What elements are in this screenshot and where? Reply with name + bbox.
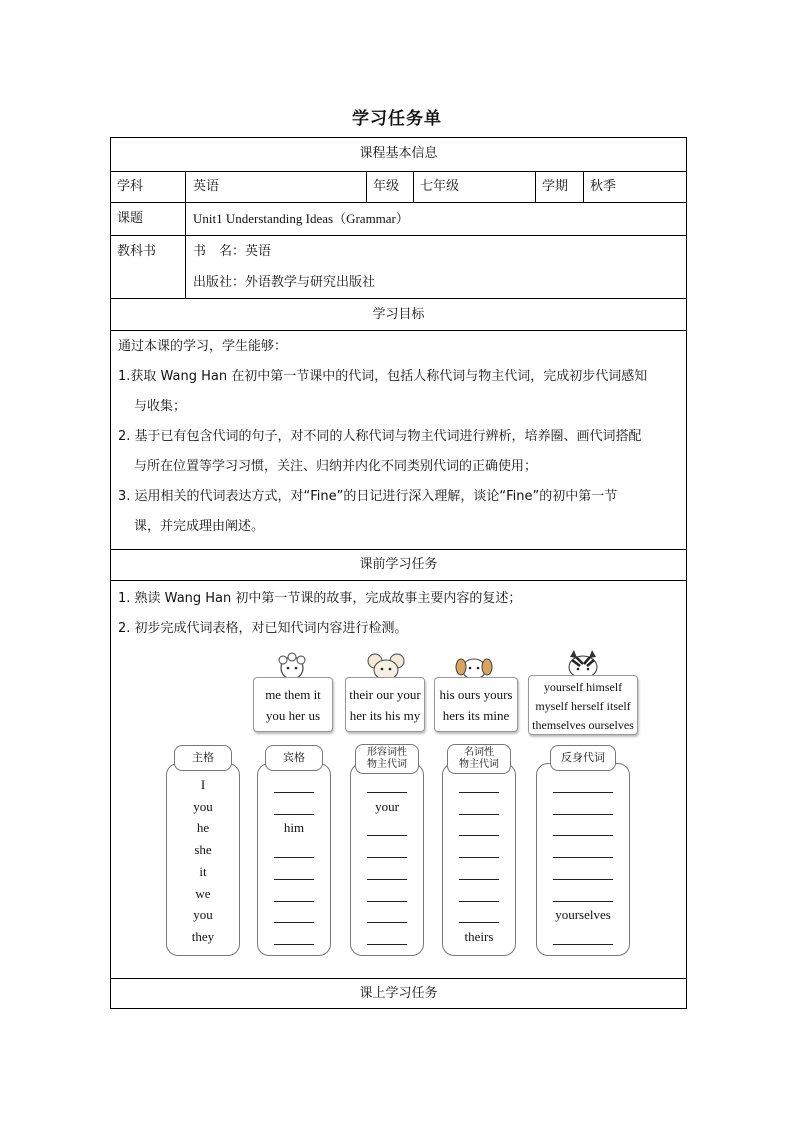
rule bbox=[110, 580, 687, 581]
answer-blank[interactable] bbox=[274, 792, 314, 793]
answer-blank[interactable] bbox=[367, 835, 407, 836]
subject-word: we bbox=[195, 885, 211, 901]
word-card-line: themselves ourselves bbox=[532, 718, 634, 732]
answer-blank[interactable] bbox=[274, 944, 314, 945]
answer-blank[interactable] bbox=[553, 814, 613, 815]
word-card-line: yourself himself bbox=[543, 680, 623, 694]
term-value: 秋季 bbox=[590, 179, 617, 194]
goal-2: 2. 基于已有包含代词的句子，对不同的人称代词与物主代词进行辨析，培养圈、画代词搭配 bbox=[118, 429, 642, 444]
word-card-line: you her us bbox=[265, 708, 321, 723]
answer-blank[interactable] bbox=[553, 857, 613, 858]
word-card-2 bbox=[345, 677, 425, 732]
answer-blank[interactable] bbox=[274, 922, 314, 923]
section-pre-tasks: 课前学习任务 bbox=[359, 557, 438, 572]
rule bbox=[110, 202, 687, 203]
header-text: 宾格 bbox=[283, 751, 305, 764]
pre-task-2: 2. 初步完成代词表格，对已知代词内容进行检测。 bbox=[118, 621, 408, 636]
pre-task-1: 1. 熟读 Wang Han 初中第一节课的故事，完成故事主要内容的复述； bbox=[118, 591, 522, 606]
noun-poss-word: theirs bbox=[464, 928, 494, 944]
header-text: 主格 bbox=[192, 751, 214, 764]
book-publisher: 出版社：外语教学与研究出版社 bbox=[193, 275, 376, 290]
subject-label: 学科 bbox=[117, 179, 144, 194]
answer-blank[interactable] bbox=[459, 814, 499, 815]
answer-blank[interactable] bbox=[553, 835, 613, 836]
goals-block bbox=[118, 332, 680, 542]
answer-blank[interactable] bbox=[459, 857, 499, 858]
answer-blank[interactable] bbox=[553, 901, 613, 902]
goal-1: 1.获取 Wang Han 在初中第一节课中的代词，包括人称代词与物主代词，完成初步代词感知 bbox=[118, 369, 648, 384]
rule bbox=[413, 171, 414, 202]
goals-intro: 通过本课的学习，学生能够： bbox=[118, 339, 288, 354]
rule bbox=[583, 171, 584, 202]
object-word: him bbox=[283, 820, 305, 836]
book-name: 书 名：英语 bbox=[193, 244, 272, 259]
answer-blank[interactable] bbox=[459, 879, 499, 880]
answer-blank[interactable] bbox=[553, 792, 613, 793]
grade-value: 七年级 bbox=[420, 179, 460, 194]
page-title: 学习任务单 bbox=[352, 109, 442, 129]
rule bbox=[110, 298, 687, 299]
answer-blank[interactable] bbox=[274, 814, 314, 815]
answer-blank[interactable] bbox=[459, 922, 499, 923]
goal-1-cont: 与收集； bbox=[134, 399, 187, 414]
word-card-line: their our your bbox=[349, 687, 421, 702]
goal-2-cont: 与所在位置等学习习惯，关注、归纳并内化不同类别代词的正确使用； bbox=[134, 459, 538, 474]
word-card-line: her its his my bbox=[349, 708, 421, 723]
word-card-line: myself herself itself bbox=[535, 699, 631, 713]
word-card-line: hers its mine bbox=[442, 708, 510, 723]
subject-word: you bbox=[193, 907, 213, 923]
answer-blank[interactable] bbox=[459, 792, 499, 793]
answer-blank[interactable] bbox=[274, 879, 314, 880]
answer-blank[interactable] bbox=[367, 879, 407, 880]
subject-value: 英语 bbox=[193, 179, 220, 194]
subject-word: he bbox=[196, 820, 210, 836]
adj-possessive-header bbox=[355, 744, 419, 774]
subject-word: I bbox=[200, 777, 206, 792]
term-label: 学期 bbox=[542, 179, 569, 194]
rule bbox=[366, 171, 367, 202]
subject-word: she bbox=[194, 842, 212, 858]
topic-value: Unit1 Understanding Ideas（Grammar） bbox=[193, 211, 409, 226]
object-header bbox=[265, 745, 323, 771]
goal-3: 3. 运用相关的代词表达方式，对“Fine”的日记进行深入理解，谈论“Fine”的初中第一节 bbox=[118, 489, 618, 504]
rule bbox=[110, 235, 687, 236]
word-card-3 bbox=[434, 677, 518, 732]
answer-blank[interactable] bbox=[367, 922, 407, 923]
subject-header bbox=[174, 745, 232, 771]
word-card-line: me them it bbox=[265, 687, 321, 702]
answer-blank[interactable] bbox=[274, 901, 314, 902]
rule bbox=[110, 330, 687, 331]
header-text: 形容词性 bbox=[367, 747, 407, 758]
answer-blank[interactable] bbox=[459, 901, 499, 902]
header-text: 名词性 bbox=[464, 747, 494, 758]
grade-label: 年级 bbox=[373, 179, 400, 194]
subject-word: they bbox=[191, 928, 215, 944]
reflexive-word: yourselves bbox=[555, 907, 611, 923]
section-in-class-tasks: 课上学习任务 bbox=[359, 986, 438, 1001]
word-card-4 bbox=[528, 675, 638, 735]
answer-blank[interactable] bbox=[367, 792, 407, 793]
answer-blank[interactable] bbox=[274, 857, 314, 858]
answer-blank[interactable] bbox=[367, 944, 407, 945]
answer-blank[interactable] bbox=[553, 879, 613, 880]
answer-blank[interactable] bbox=[459, 835, 499, 836]
header-text: 反身代词 bbox=[561, 751, 605, 764]
header-text: 物主代词 bbox=[459, 759, 499, 770]
rule bbox=[535, 171, 536, 202]
rule bbox=[185, 171, 186, 298]
topic-label: 课题 bbox=[117, 211, 144, 226]
book-label: 教科书 bbox=[117, 244, 157, 259]
rule bbox=[110, 171, 687, 172]
rule bbox=[110, 549, 687, 550]
word-card-1 bbox=[253, 677, 333, 732]
answer-blank[interactable] bbox=[367, 857, 407, 858]
subject-word: you bbox=[193, 798, 213, 814]
section-basic-info: 课程基本信息 bbox=[359, 146, 438, 161]
pre-tasks-block bbox=[118, 584, 680, 644]
subject-word: it bbox=[199, 863, 207, 879]
adj-poss-word: your bbox=[375, 798, 399, 814]
rule bbox=[110, 978, 687, 979]
word-card-line: his ours yours bbox=[439, 687, 513, 702]
header-text: 物主代词 bbox=[367, 759, 407, 770]
reflexive-header bbox=[550, 745, 616, 771]
section-goals: 学习目标 bbox=[372, 307, 425, 322]
noun-possessive-header bbox=[447, 744, 511, 774]
answer-blank[interactable] bbox=[367, 901, 407, 902]
answer-blank[interactable] bbox=[553, 944, 613, 945]
goal-3-cont: 课，并完成理由阐述。 bbox=[134, 519, 265, 534]
